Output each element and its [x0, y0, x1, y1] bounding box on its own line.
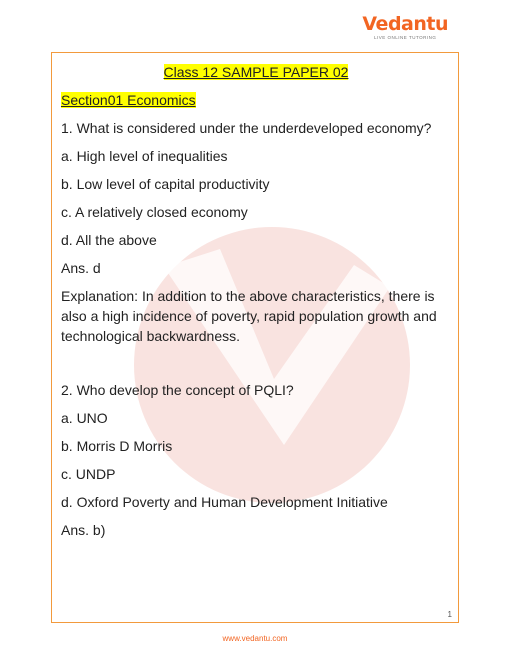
section-heading: Section01 Economics	[61, 92, 196, 108]
explanation-text: In addition to the above characteristics, there is also a high incidence of poverty, rapid population growth and technological backwardness.	[61, 288, 437, 344]
page-frame	[51, 52, 459, 623]
page-title: Class 12 SAMPLE PAPER 02	[163, 64, 349, 80]
logo-tagline: LIVE ONLINE TUTORING	[374, 35, 437, 40]
q1-option-a: a. High level of inequalities	[61, 148, 228, 164]
q2-option-b: b. Morris D Morris	[61, 438, 173, 454]
logo-wordmark: Vedantu	[362, 13, 448, 35]
q1-option-d: d. All the above	[61, 232, 157, 248]
page-content	[52, 53, 459, 623]
q2-option-d: d. Oxford Poverty and Human Development Initiative	[61, 494, 388, 510]
q1-option-c: c. A relatively closed economy	[61, 204, 248, 220]
explanation-label: Explanation:	[61, 288, 139, 304]
q2-option-c: c. UNDP	[61, 466, 116, 482]
footer-url[interactable]: www.vedantu.com	[222, 634, 288, 643]
q1-explanation	[61, 286, 439, 346]
q2-answer: Ans. b)	[61, 522, 106, 538]
page-number: 1	[447, 610, 452, 619]
q1-option-b: b. Low level of capital productivity	[61, 176, 270, 192]
page-title-row	[52, 63, 459, 81]
q2-option-a: a. UNO	[61, 410, 108, 426]
q1-answer: Ans. d	[61, 260, 101, 276]
section-heading-row	[61, 91, 196, 109]
question-2: 2. Who develop the concept of PQLI?	[61, 382, 294, 398]
vedantu-logo	[362, 14, 448, 40]
question-1: 1. What is considered under the underdeveloped economy?	[61, 120, 432, 136]
